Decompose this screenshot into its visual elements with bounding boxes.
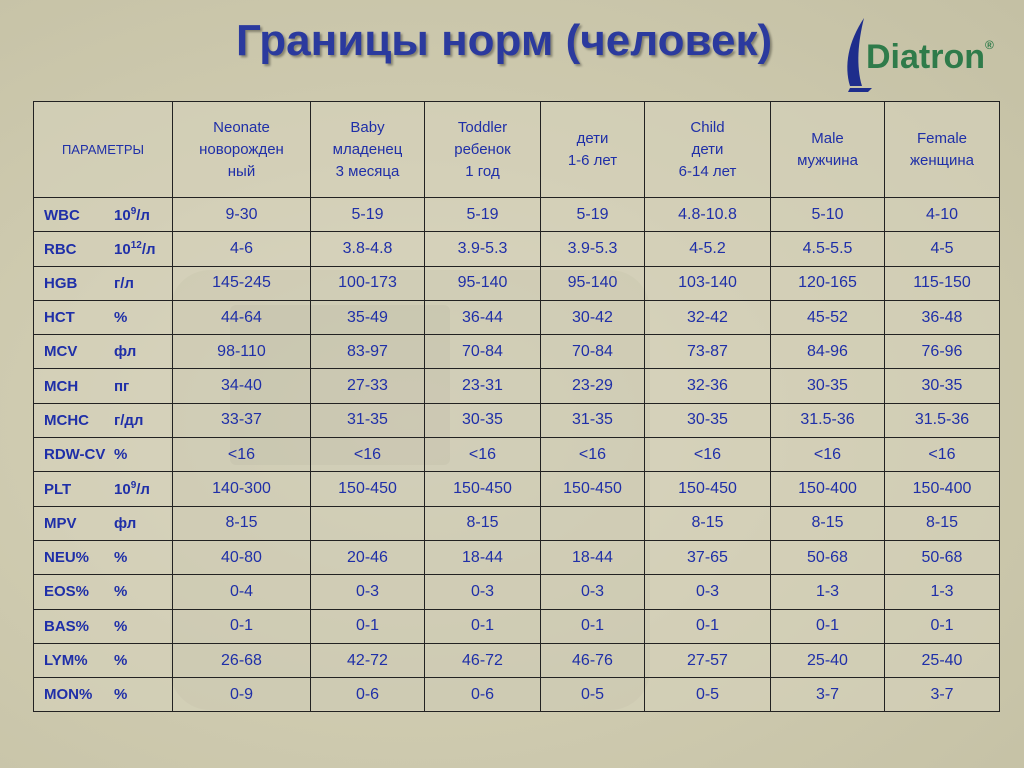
range-cell: 4-5.2 [645, 232, 771, 266]
header-line: Child [690, 118, 725, 136]
range-cell: 4.8-10.8 [645, 198, 771, 232]
range-cell: <16 [885, 438, 1000, 472]
parameter-unit: фл [114, 343, 137, 361]
range-cell: 44-64 [173, 300, 311, 334]
range-cell: 8-15 [885, 506, 1000, 540]
range-cell: 70-84 [541, 335, 645, 369]
range-cell: 0-1 [645, 609, 771, 643]
parameter-cell [34, 643, 173, 677]
range-cell: 31-35 [541, 403, 645, 437]
range-cell: 98-110 [173, 335, 311, 369]
parameter-unit: фл [114, 514, 137, 532]
header-line: ребенок [454, 140, 511, 158]
range-cell: 5-19 [541, 198, 645, 232]
range-cell: 30-42 [541, 300, 645, 334]
header-line: 6-14 лет [678, 162, 737, 180]
parameter-cell [34, 540, 173, 574]
range-cell: 37-65 [645, 540, 771, 574]
parameter-cell [34, 506, 173, 540]
range-cell: 0-1 [425, 609, 541, 643]
range-cell: 4-10 [885, 198, 1000, 232]
range-cell: 76-96 [885, 335, 1000, 369]
header-line: дети [576, 129, 609, 147]
range-cell: 0-1 [541, 609, 645, 643]
range-cell: 83-97 [311, 335, 425, 369]
parameter-name: PLT [44, 481, 72, 499]
range-cell: 32-42 [645, 300, 771, 334]
range-cell: 0-1 [311, 609, 425, 643]
range-cell: 150-450 [645, 472, 771, 506]
range-cell: 36-48 [885, 300, 1000, 334]
range-cell: 5-19 [425, 198, 541, 232]
range-cell: <16 [645, 438, 771, 472]
range-cell: 5-19 [311, 198, 425, 232]
range-cell: 31.5-36 [771, 403, 885, 437]
parameter-unit: $10^9/л$ [114, 205, 150, 224]
range-cell: 46-76 [541, 643, 645, 677]
table-row [34, 198, 1000, 232]
range-cell: 0-3 [425, 575, 541, 609]
range-cell: 30-35 [885, 369, 1000, 403]
range-cell: 0-5 [541, 678, 645, 712]
parameter-unit: г/л [114, 274, 134, 292]
header-line: мужчина [797, 151, 858, 169]
parameter-name: HGB [44, 274, 78, 292]
table-row [34, 575, 1000, 609]
range-cell: 35-49 [311, 300, 425, 334]
header-children-1-6 [541, 102, 645, 198]
range-cell: 3.9-5.3 [425, 232, 541, 266]
header-line: младенец [332, 140, 403, 158]
range-cell: 70-84 [425, 335, 541, 369]
header-neonate [173, 102, 311, 198]
parameter-unit: % [114, 617, 128, 635]
range-cell: 95-140 [425, 266, 541, 300]
table-row [34, 472, 1000, 506]
parameter-name: MCH [44, 377, 79, 395]
parameter-name: EOS% [44, 583, 90, 601]
range-cell: 145-245 [173, 266, 311, 300]
header-line: 1-6 лет [567, 151, 618, 169]
range-cell: 150-450 [425, 472, 541, 506]
header-child-6-14 [645, 102, 771, 198]
parameter-name: LYM% [44, 652, 88, 669]
range-cell: 26-68 [173, 643, 311, 677]
parameter-unit: пг [114, 377, 130, 395]
range-cell: 27-33 [311, 369, 425, 403]
header-line: дети [691, 140, 724, 158]
header-line: женщина [909, 151, 974, 169]
parameter-cell [34, 403, 173, 437]
range-cell: 120-165 [771, 266, 885, 300]
table-row [34, 232, 1000, 266]
range-cell: 8-15 [645, 506, 771, 540]
parameter-name: MCHC [44, 411, 89, 429]
table-row [34, 643, 1000, 677]
table-row [34, 540, 1000, 574]
range-cell: 1-3 [771, 575, 885, 609]
header-line: новорожден [199, 140, 284, 158]
header-baby [311, 102, 425, 198]
range-cell: 45-52 [771, 300, 885, 334]
range-cell: 4.5-5.5 [771, 232, 885, 266]
range-cell: <16 [173, 438, 311, 472]
header-female [885, 102, 1000, 198]
parameter-unit: $10^{12}/л$ [114, 239, 156, 258]
range-cell: 34-40 [173, 369, 311, 403]
parameter-cell [34, 266, 173, 300]
range-cell: 1-3 [885, 575, 1000, 609]
range-cell: 150-450 [311, 472, 425, 506]
parameter-name: MON% [44, 686, 93, 704]
logo-text: Diatron® [866, 38, 994, 76]
parameter-cell [34, 438, 173, 472]
range-cell: 18-44 [425, 540, 541, 574]
header-line: Male [811, 129, 844, 147]
range-cell: 4-6 [173, 232, 311, 266]
range-cell: 3.9-5.3 [541, 232, 645, 266]
parameter-unit: % [114, 446, 128, 464]
range-cell: 18-44 [541, 540, 645, 574]
range-cell: 23-31 [425, 369, 541, 403]
range-cell: 0-4 [173, 575, 311, 609]
range-cell: 25-40 [885, 643, 1000, 677]
range-cell: 0-3 [541, 575, 645, 609]
parameter-cell [34, 575, 173, 609]
header-line: Neonate [213, 118, 270, 136]
range-cell [541, 506, 645, 540]
range-cell: 8-15 [425, 506, 541, 540]
range-cell: 27-57 [645, 643, 771, 677]
range-cell: 30-35 [771, 369, 885, 403]
header-line: ный [227, 162, 256, 180]
parameter-name: NEU% [44, 549, 90, 567]
table-header-row [34, 102, 1000, 198]
table-row [34, 403, 1000, 437]
parameter-cell [34, 335, 173, 369]
parameter-unit: % [114, 309, 128, 327]
header-toddler [425, 102, 541, 198]
reference-ranges-table [33, 101, 1000, 712]
header-line: 3 месяца [335, 162, 400, 180]
range-cell: 50-68 [885, 540, 1000, 574]
range-cell: 0-3 [645, 575, 771, 609]
header-line: 1 год [465, 162, 500, 180]
range-cell: 32-36 [645, 369, 771, 403]
table-row [34, 266, 1000, 300]
range-cell: 23-29 [541, 369, 645, 403]
range-cell: 0-1 [173, 609, 311, 643]
range-cell: 0-3 [311, 575, 425, 609]
range-cell: 0-1 [771, 609, 885, 643]
range-cell: 150-400 [885, 472, 1000, 506]
range-cell [311, 506, 425, 540]
page-title: Границы норм (человек) [236, 16, 773, 65]
header-male [771, 102, 885, 198]
table-row [34, 438, 1000, 472]
parameter-unit: % [114, 686, 128, 704]
range-cell: 103-140 [645, 266, 771, 300]
range-cell: 84-96 [771, 335, 885, 369]
parameter-unit: % [114, 652, 128, 669]
header-line: Baby [350, 118, 385, 136]
diatron-logo [842, 14, 1010, 94]
range-cell: 20-46 [311, 540, 425, 574]
parameter-unit: $10^9/л$ [114, 480, 150, 499]
parameter-name: HCT [44, 309, 75, 327]
range-cell: 31.5-36 [885, 403, 1000, 437]
range-cell: 46-72 [425, 643, 541, 677]
range-cell: 8-15 [173, 506, 311, 540]
range-cell: 31-35 [311, 403, 425, 437]
range-cell: 8-15 [771, 506, 885, 540]
parameter-name: RBC [44, 240, 77, 258]
range-cell: 30-35 [425, 403, 541, 437]
range-cell: <16 [541, 438, 645, 472]
parameter-cell [34, 232, 173, 266]
range-cell: 0-5 [645, 678, 771, 712]
header-line: Toddler [457, 118, 508, 136]
range-cell: 150-400 [771, 472, 885, 506]
parameter-name: MPV [44, 514, 77, 532]
parameter-name: WBC [44, 206, 80, 224]
range-cell: 0-6 [311, 678, 425, 712]
range-cell: 150-450 [541, 472, 645, 506]
parameter-unit: % [114, 583, 128, 601]
range-cell: 5-10 [771, 198, 885, 232]
range-cell: 9-30 [173, 198, 311, 232]
parameter-name: RDW-CV [44, 446, 106, 464]
range-cell: 3-7 [885, 678, 1000, 712]
range-cell: <16 [311, 438, 425, 472]
table-row [34, 678, 1000, 712]
range-cell: 36-44 [425, 300, 541, 334]
range-cell: 95-140 [541, 266, 645, 300]
range-cell: 33-37 [173, 403, 311, 437]
parameter-name: MCV [44, 343, 78, 361]
range-cell: 115-150 [885, 266, 1000, 300]
range-cell: <16 [771, 438, 885, 472]
table-row [34, 609, 1000, 643]
range-cell: 4-5 [885, 232, 1000, 266]
range-cell: 3-7 [771, 678, 885, 712]
parameter-unit: % [114, 549, 128, 567]
table-row [34, 335, 1000, 369]
range-cell: 30-35 [645, 403, 771, 437]
parameter-cell [34, 369, 173, 403]
range-cell: 25-40 [771, 643, 885, 677]
header-parameters: ПАРАМЕТРЫ [34, 102, 173, 198]
table-row [34, 506, 1000, 540]
range-cell: 42-72 [311, 643, 425, 677]
parameter-cell [34, 198, 173, 232]
range-cell: 50-68 [771, 540, 885, 574]
header-line: Female [916, 129, 968, 147]
range-cell: 40-80 [173, 540, 311, 574]
range-cell: 0-9 [173, 678, 311, 712]
range-cell: 0-6 [425, 678, 541, 712]
range-cell: 140-300 [173, 472, 311, 506]
table-row [34, 300, 1000, 334]
range-cell: <16 [425, 438, 541, 472]
table-row [34, 369, 1000, 403]
range-cell: 0-1 [885, 609, 1000, 643]
parameter-cell [34, 300, 173, 334]
range-cell: 3.8-4.8 [311, 232, 425, 266]
parameter-name: BAS% [44, 617, 90, 635]
range-cell: 100-173 [311, 266, 425, 300]
parameter-unit: г/дл [114, 411, 144, 429]
parameter-cell [34, 678, 173, 712]
parameter-cell [34, 609, 173, 643]
parameter-cell [34, 472, 173, 506]
range-cell: 73-87 [645, 335, 771, 369]
